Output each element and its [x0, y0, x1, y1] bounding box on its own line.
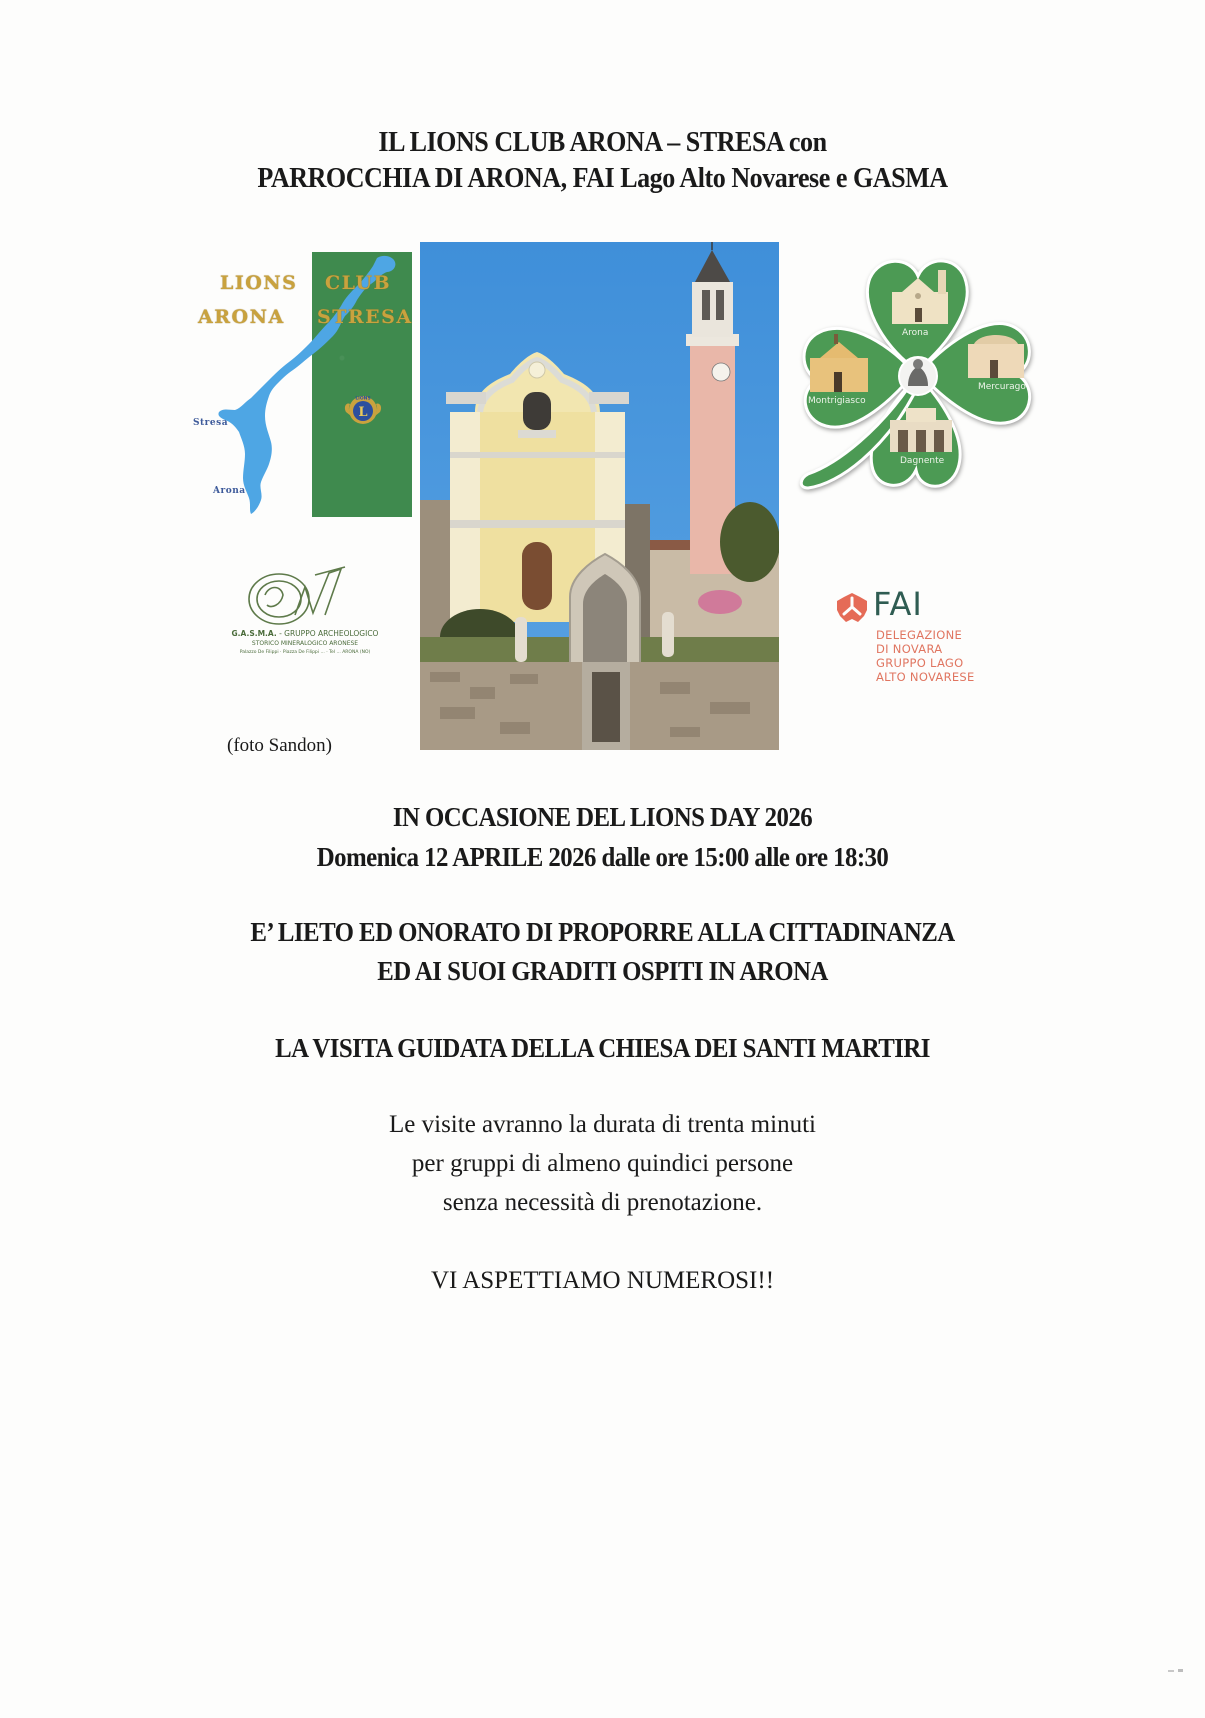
- clover-label-dagnente: Dagnente: [900, 456, 945, 466]
- photo-credit: (foto Sandon): [227, 735, 333, 756]
- mercurago-church-icon: [968, 335, 1024, 378]
- parish-clover-logo: [790, 248, 1050, 500]
- scan-artifact-mark: [1168, 1668, 1188, 1674]
- gasma-title-line: [225, 629, 385, 638]
- arona-word: ARONA: [198, 306, 285, 328]
- gasma-emblem-icon: [245, 565, 355, 627]
- proposal-line-1: E’ LIETO ED ONORATO DI PROPORRE ALLA CITTADINANZA: [250, 917, 955, 947]
- clover-label-mercurago: Mercurago: [978, 382, 1026, 392]
- church-santi-martiri-image: [420, 242, 779, 750]
- fai-line-1: DELEGAZIONE: [876, 628, 963, 642]
- gasma-line-3: Palazzo De Filippi · Piazza De Filippi ... · Tel ... ARONA (NO): [239, 650, 371, 655]
- event-occasion: IN OCCASIONE DEL LIONS DAY 2026: [392, 802, 813, 832]
- svg-text:LIONS: LIONS: [355, 396, 371, 402]
- visit-title: LA VISITA GUIDATA DELLA CHIESA DEI SANTI MARTIRI: [275, 1033, 930, 1063]
- proposal-line-2: ED AI SUOI GRADITI OSPITI IN ARONA: [377, 956, 828, 986]
- closing-text: VI ASPETTIAMO NUMEROSI!!: [430, 1267, 775, 1294]
- map-label-stresa: Stresa: [193, 418, 229, 428]
- lions-club-logo: [193, 250, 415, 520]
- gasma-subtitle: - GRUPPO ARCHEOLOGICO: [279, 629, 379, 638]
- church-photo: [420, 242, 779, 750]
- club-word: CLUB: [325, 272, 392, 294]
- details-line-2: per gruppi di almeno quindici persone: [411, 1150, 794, 1177]
- map-label-arona: Arona: [213, 486, 246, 496]
- header-line-1: IL LIONS CLUB ARONA – STRESA con: [378, 127, 827, 158]
- fai-line-2: DI NOVARA: [876, 642, 943, 656]
- clover-label-montrigiasco: Montrigiasco: [808, 396, 866, 406]
- gasma-line-2: STORICO MINERALOGICO ARONESE: [251, 640, 359, 647]
- fai-logo: [836, 585, 996, 688]
- lions-word: LIONS: [220, 272, 298, 294]
- stresa-word: STRESA: [317, 306, 413, 328]
- event-datetime: Domenica 12 APRILE 2026 dalle ore 15:00 alle ore 18:30: [316, 842, 889, 872]
- fai-line-4: ALTO NOVARESE: [876, 670, 975, 684]
- details-line-3: senza necessità di prenotazione.: [442, 1189, 763, 1216]
- clover-label-arona: Arona: [902, 328, 929, 338]
- fai-emblem-icon: [836, 592, 868, 624]
- fai-line-3: GRUPPO LAGO: [876, 656, 964, 670]
- lions-international-emblem-icon: [343, 390, 383, 430]
- details-line-1: Le visite avranno la durata di trenta minuti: [389, 1111, 816, 1138]
- header-line-2: PARROCCHIA DI ARONA, FAI Lago Alto Novarese e GASMA: [257, 163, 948, 194]
- gasma-name: G.A.S.M.A.: [231, 629, 277, 638]
- svg-text:L: L: [358, 405, 368, 420]
- fai-wordmark: FAI: [873, 585, 923, 623]
- gasma-logo: [225, 565, 385, 665]
